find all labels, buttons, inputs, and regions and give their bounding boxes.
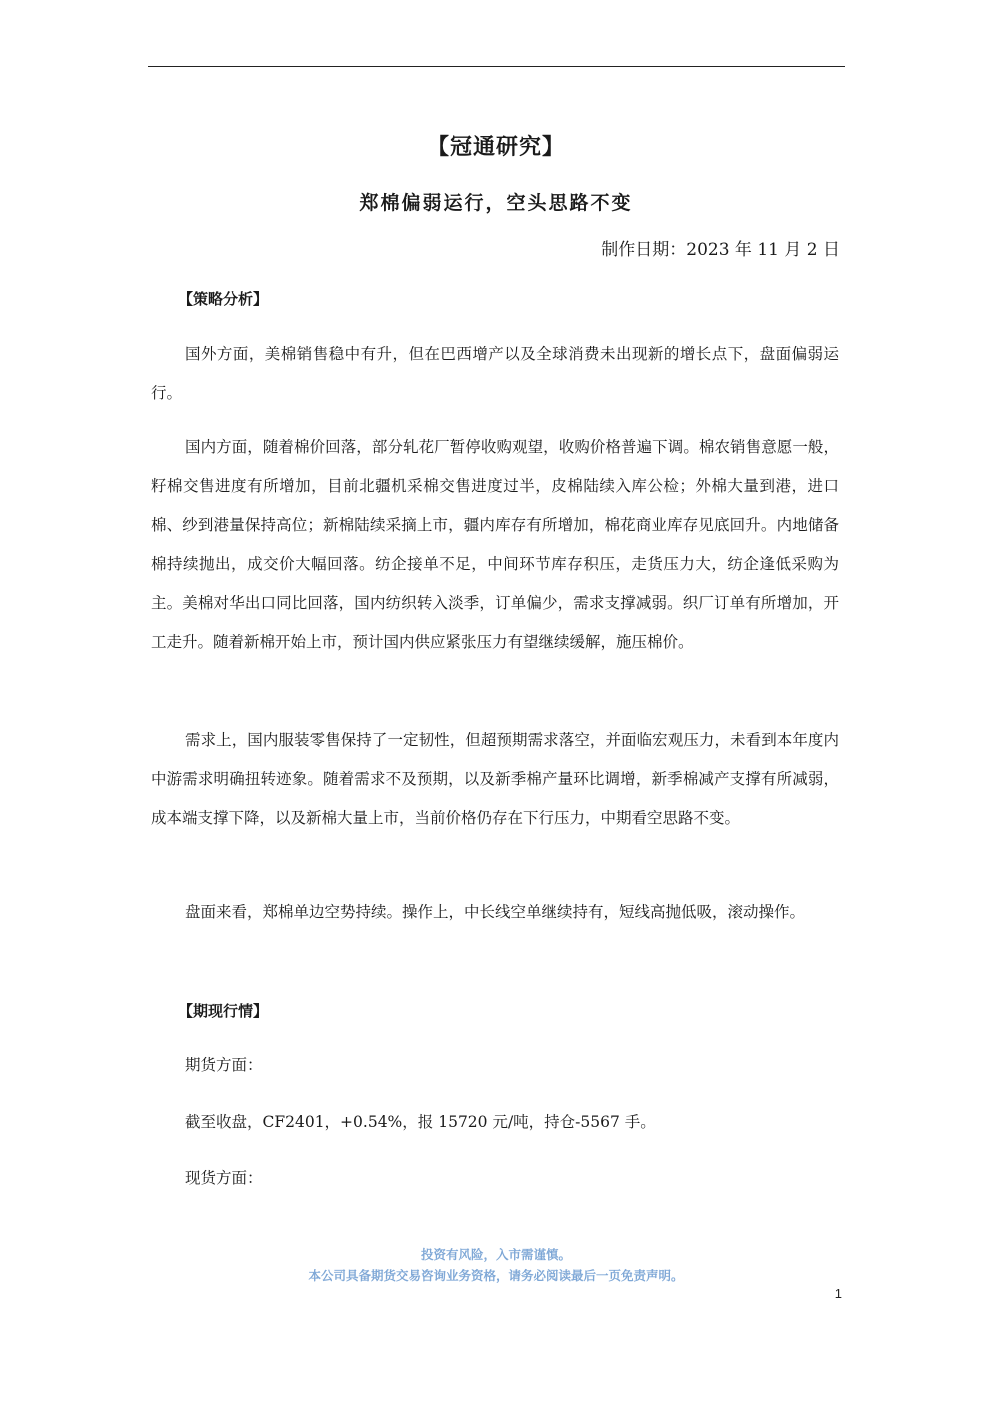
section-heading-market: 【期现行情】 <box>178 1002 269 1020</box>
section-heading-strategy: 【策略分析】 <box>178 290 269 308</box>
report-title: 郑棉偏弱运行，空头思路不变 <box>359 192 633 214</box>
brand-title: 【冠通研究】 <box>426 135 565 160</box>
strategy-paragraph-domestic: 国内方面，随着棉价回落，部分轧花厂暂停收购观望，收购价格普遍下调。棉农销售意愿一般，籽棉交售进度有所增加，目前北疆机采棉交售进度过半，皮棉陆续入库公检；外棉大量到港，进口棉、纱到港量保持高位；新棉陆续采摘上市，疆内库存有所增加，棉花商业库存见底回升。内地储备棉持续抛出，成交价大幅回落。纺企接单不足，中间环节库存积压，走货压力大，纺企逢低采购为主。美棉对华出口同比回落，国内纺织转入淡季，订单偏少，需求支撑减弱。织厂订单有所增加，开工走升。随着新棉开始上市，预计国内供应紧张压力有望继续缓解，施压棉价。 <box>151 438 839 651</box>
spot-label: 现货方面： <box>185 1169 263 1187</box>
futures-label: 期货方面： <box>185 1056 263 1074</box>
qualification-notice: 本公司具备期货交易咨询业务资格，请务必阅读最后一页免责声明。 <box>308 1268 684 1283</box>
strategy-paragraph-market: 盘面来看，郑棉单边空势持续。操作上，中长线空单继续持有，短线高抛低吸，滚动操作。 <box>185 903 806 921</box>
header-rule <box>148 66 845 67</box>
strategy-paragraph-overseas: 国外方面，美棉销售稳中有升，但在巴西增产以及全球消费未出现新的增长点下，盘面偏弱运行。 <box>151 345 839 402</box>
page-number: 1 <box>834 1286 842 1301</box>
futures-quote: 截至收盘，CF2401，+0.54%，报 15720 元/吨，持仓-5567 手。 <box>185 1113 656 1131</box>
strategy-paragraph-demand: 需求上，国内服装零售保持了一定韧性，但超预期需求落空，并面临宏观压力，未看到本年度内中游需求明确扭转迹象。随着需求不及预期，以及新季棉产量环比调增，新季棉减产支撑有所减弱，成本端支撑下降，以及新棉大量上市，当前价格仍存在下行压力，中期看空思路不变。 <box>151 731 839 827</box>
report-date: 制作日期：2023 年 11 月 2 日 <box>601 240 840 260</box>
risk-notice: 投资有风险，入市需谨慎。 <box>420 1247 571 1262</box>
